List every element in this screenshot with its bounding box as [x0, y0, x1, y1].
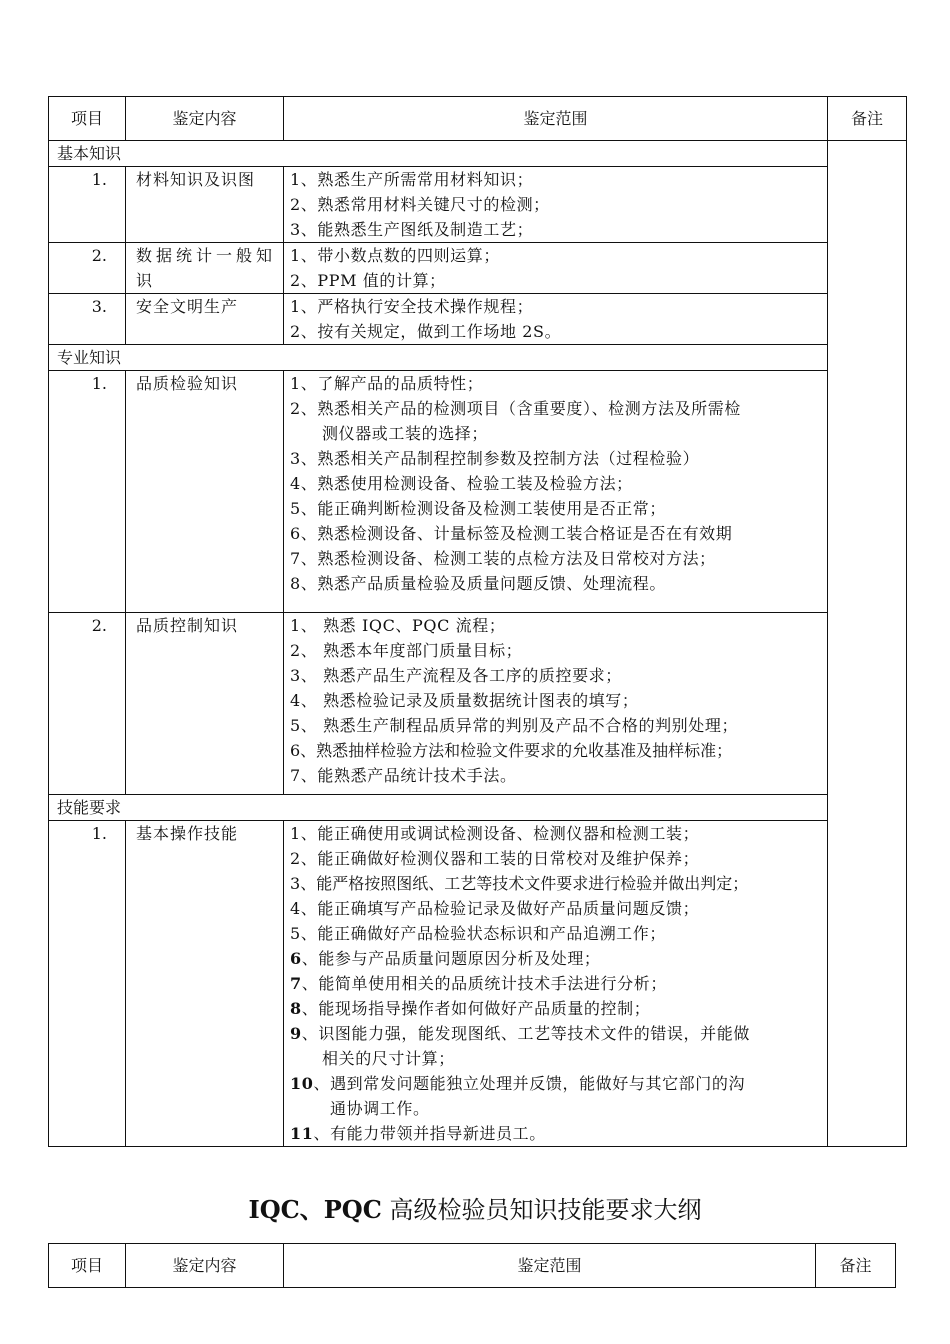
range-line: 10、遇到常发问题能独立处理并反馈，能做好与其它部门的沟 [290, 1074, 746, 1093]
range-line: 2、熟悉相关产品的检测项目（含重要度）、检测方法及所需检 [290, 399, 741, 418]
senior-outline-table [48, 1243, 896, 1288]
table-row [49, 243, 907, 294]
row-number: 1. [49, 167, 126, 243]
range-line: 1、能正确使用或调试检测设备、检测仪器和检测工装； [290, 824, 700, 843]
range-line: 4、熟悉使用检测设备、检验工装及检验方法； [290, 474, 633, 493]
remark-cell [828, 141, 907, 1147]
range-line: 9、识图能力强，能发现图纸、工艺等技术文件的错误，并能做 [290, 1024, 750, 1043]
row-content: 安全文明生产 [126, 294, 284, 345]
row-content: 基本操作技能 [126, 821, 284, 1147]
range-line: 3、熟悉相关产品制程控制参数及控制方法（过程检验） [290, 449, 700, 468]
section-row [49, 795, 907, 821]
row-number: 1. [49, 821, 126, 1147]
range-line: 1、了解产品的品质特性； [290, 374, 484, 393]
range-line: 8、能现场指导操作者如何做好产品质量的控制； [290, 999, 651, 1018]
range-line: 1、熟悉生产所需常用材料知识； [290, 170, 534, 189]
range-line: 6、熟悉抽样检验方法和检验文件要求的允收基准及抽样标准； [290, 741, 733, 760]
range-line: 7、熟悉检测设备、检测工装的点检方法及日常校对方法； [290, 549, 716, 568]
range-line: 7、能熟悉产品统计技术手法。 [290, 766, 517, 785]
row-number: 3. [49, 294, 126, 345]
range-line: 6、熟悉检测设备、计量标签及检测工装合格证是否在有效期 [290, 524, 733, 543]
table-row [49, 167, 907, 243]
range-line-continued: 相关的尺寸计算； [322, 1049, 455, 1068]
row-range [284, 371, 828, 613]
section-title: 专业知识 [49, 345, 828, 371]
range-line-continued: 通协调工作。 [330, 1099, 430, 1118]
row-range [284, 821, 828, 1147]
heading-cjk: 高级检验员知识技能要求大纲 [381, 1196, 702, 1224]
range-line-continued: 测仪器或工装的选择； [322, 424, 489, 443]
range-line: 2、熟悉常用材料关键尺寸的检测； [290, 195, 550, 214]
range-line: 1、严格执行安全技术操作规程； [290, 297, 534, 316]
header-remark: 备注 [816, 1244, 896, 1288]
header-content: 鉴定内容 [126, 97, 284, 141]
section-row [49, 141, 907, 167]
row-number: 2. [49, 243, 126, 294]
range-line: 7、能简单使用相关的品质统计技术手法进行分析； [290, 974, 667, 993]
table-row [49, 294, 907, 345]
outline-table [48, 96, 907, 1147]
table-double-border [906, 96, 909, 1144]
range-line: 8、熟悉产品质量检验及质量问题反馈、处理流程。 [290, 574, 666, 593]
table-row [49, 821, 907, 1147]
header-item: 项目 [49, 97, 126, 141]
range-line: 3、能严格按照图纸、工艺等技术文件要求进行检验并做出判定； [290, 874, 749, 893]
range-line: 4、能正确填写产品检验记录及做好产品质量问题反馈； [290, 899, 700, 918]
range-line: 1、带小数点数的四则运算； [290, 246, 500, 265]
row-content: 材料知识及识图 [126, 167, 284, 243]
range-line: 2、能正确做好检测仪器和工装的日常校对及维护保养； [290, 849, 700, 868]
row-range [284, 167, 828, 243]
row-number: 2. [49, 613, 126, 795]
section-title: 技能要求 [49, 795, 828, 821]
header-item: 项目 [49, 1244, 126, 1288]
range-line: 5、能正确做好产品检验状态标识和产品追溯工作； [290, 924, 666, 943]
table-header-row [49, 97, 907, 141]
table-row [49, 371, 907, 613]
section-heading [0, 1194, 950, 1226]
row-range [284, 243, 828, 294]
header-range: 鉴定范围 [284, 97, 828, 141]
table-header-row [49, 1244, 896, 1288]
row-content: 数据统计一般知识 [126, 243, 284, 294]
range-line: 3、 熟悉产品生产流程及各工序的质控要求； [290, 666, 622, 685]
range-line: 5、 熟悉生产制程品质异常的判别及产品不合格的判别处理； [290, 716, 739, 735]
table-row [49, 613, 907, 795]
range-line: 6、能参与产品质量问题原因分析及处理； [290, 949, 601, 968]
range-line: 1、 熟悉 IQC、PQC 流程； [290, 616, 506, 635]
header-content: 鉴定内容 [126, 1244, 284, 1288]
row-range [284, 613, 828, 795]
section-title: 基本知识 [49, 141, 828, 167]
range-line: 2、按有关规定，做到工作场地 2S。 [290, 322, 562, 341]
range-line: 11、有能力带领并指导新进员工。 [290, 1124, 546, 1143]
range-line: 5、能正确判断检测设备及检测工装使用是否正常； [290, 499, 666, 518]
range-line: 4、 熟悉检验记录及质量数据统计图表的填写； [290, 691, 639, 710]
range-line: 3、能熟悉生产图纸及制造工艺； [290, 220, 534, 239]
row-range [284, 294, 828, 345]
header-remark: 备注 [828, 97, 907, 141]
section-row [49, 345, 907, 371]
header-range: 鉴定范围 [284, 1244, 816, 1288]
row-number: 1. [49, 371, 126, 613]
range-line: 2、PPM 值的计算； [290, 271, 446, 290]
range-line: 2、 熟悉本年度部门质量目标； [290, 641, 523, 660]
heading-latin: IQC、PQC [248, 1195, 382, 1224]
row-content: 品质控制知识 [126, 613, 284, 795]
row-content: 品质检验知识 [126, 371, 284, 613]
